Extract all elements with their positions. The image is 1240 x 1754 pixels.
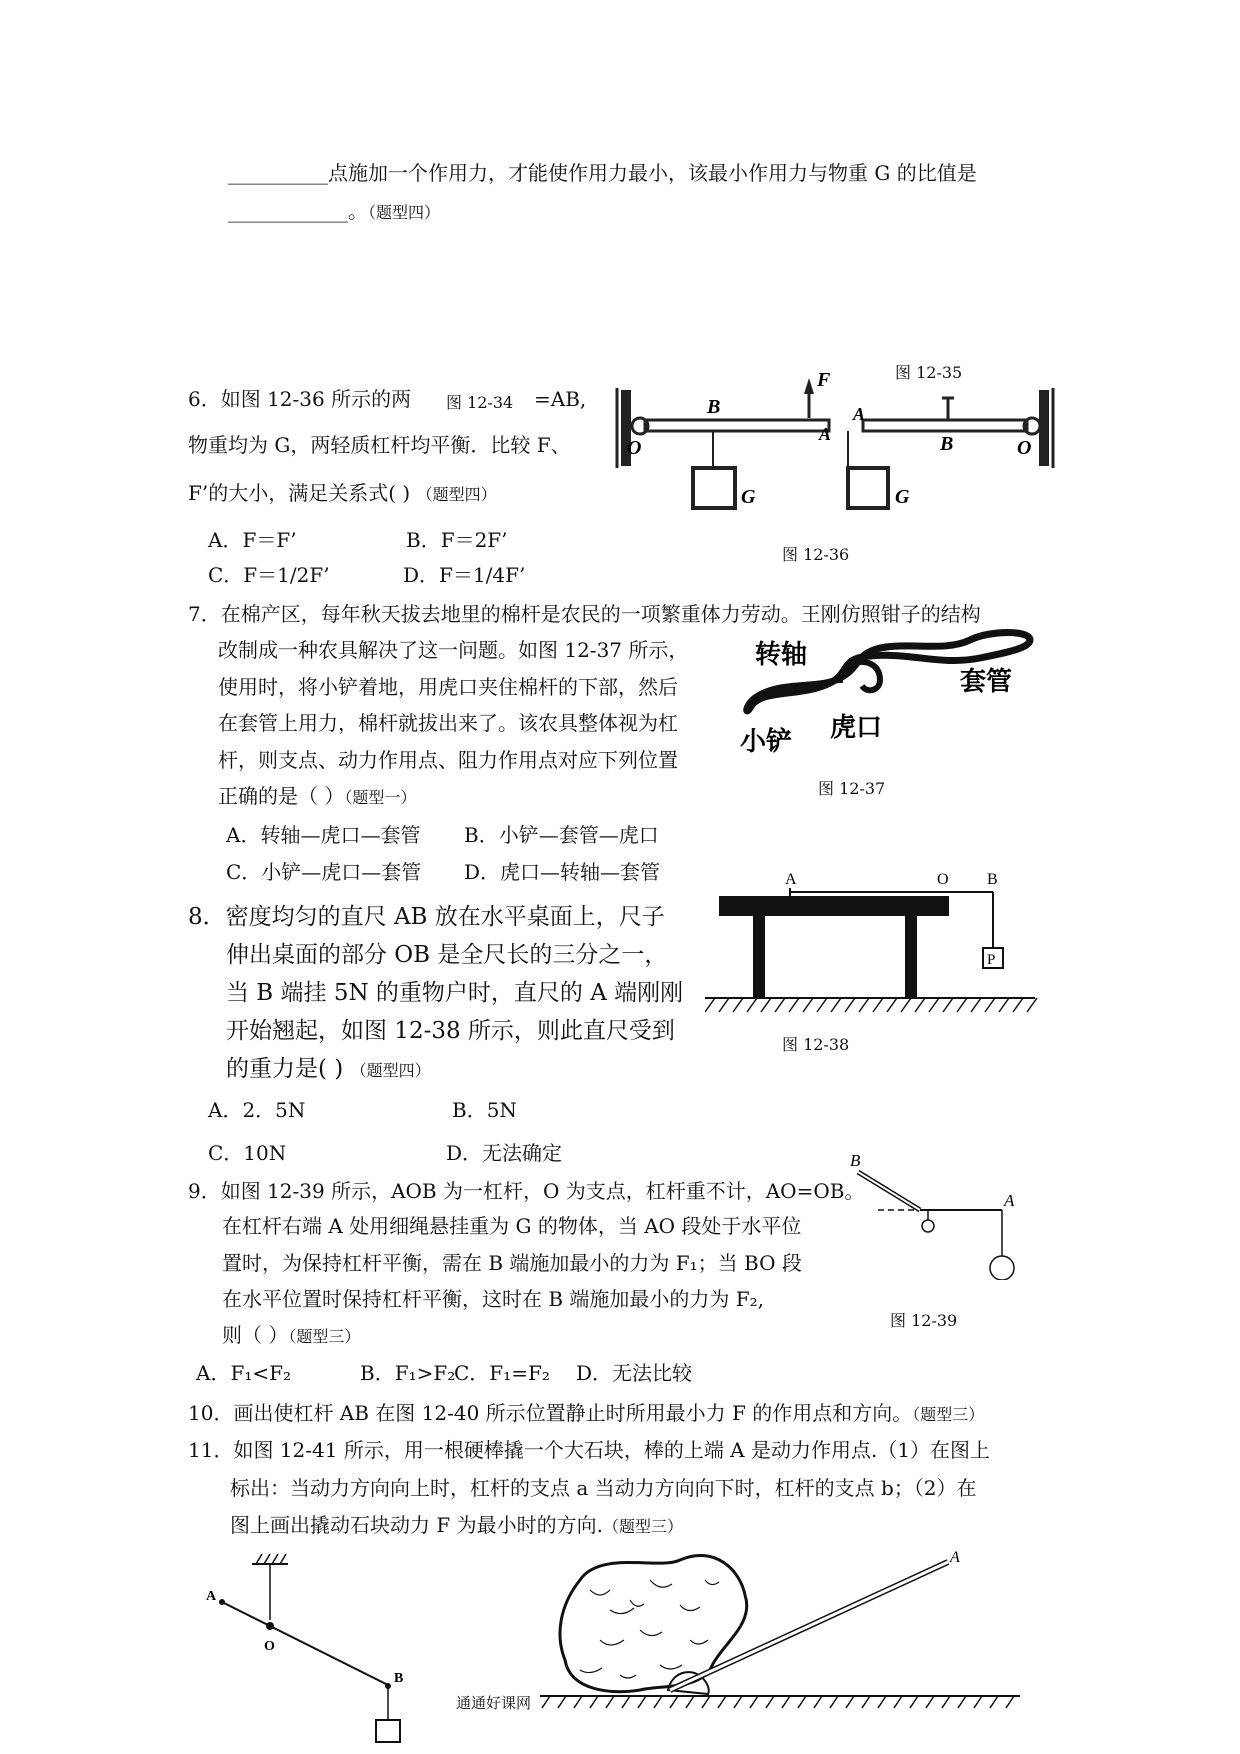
q9-option-c: C．F₁=F₂	[454, 1361, 550, 1385]
q9-option-a: A．F₁<F₂	[196, 1361, 291, 1385]
fig-12-36-label-A-left: A	[819, 424, 832, 444]
q9-line3: 置时，为保持杠杆平衡，需在 B 端施加最小的力为 F₁；当 BO 段	[222, 1251, 802, 1275]
fig-12-41-label-A: A	[950, 1550, 960, 1566]
q5-line1: __________点施加一个作用力，才能使作用力最小，该最小作用力与物重 G 的比值是	[228, 161, 977, 185]
q8-line5: 的重力是( ) （题型四）	[226, 1056, 431, 1082]
q11-line3: 图上画出撬动石块动力 F 为最小时的方向.（题型三）	[230, 1513, 683, 1537]
q7-line6: 正确的是（ ）（题型一）	[218, 784, 417, 808]
q9-line1: 9．如图 12-39 所示，AOB 为一杠杆，O 为支点，杠杆重不计，AO=OB。	[188, 1179, 865, 1203]
q7-option-d: D．虎口—转轴—套管	[464, 860, 661, 884]
fig-12-38-label-A: A	[785, 871, 797, 888]
fig-12-36-diagram	[605, 368, 1065, 518]
fig-12-37-diagram	[740, 628, 1040, 758]
q6-option-a: A．F＝F’	[208, 528, 297, 552]
q6-option-d: D．F＝1/4F’	[403, 563, 526, 587]
fig-12-37-label-shovel: 小铲	[740, 727, 793, 756]
fig-12-36-label-G-right: G	[895, 486, 910, 508]
q6-option-c: C．F＝1/2F’	[208, 563, 330, 587]
q6-line2: 物重均为 G，两轻质杠杆均平衡．比较 F、	[188, 433, 571, 457]
fig-12-38-label-P: P	[987, 952, 996, 968]
fig-12-36-label-B-right: B	[940, 433, 954, 455]
fig-12-38-caption: 图 12-38	[782, 1035, 850, 1054]
q8-option-b: B．5N	[452, 1098, 517, 1122]
q7-option-b: B．小铲—套管—虎口	[464, 823, 659, 847]
fig-12-39-caption: 图 12-39	[890, 1311, 958, 1330]
q11-line1: 11．如图 12-41 所示，用一根硬棒撬一个大石块，棒的上端 A 是动力作用点.（1）在图上	[188, 1438, 991, 1462]
fig-12-40-label-A: A	[206, 1589, 217, 1604]
fig-12-39-diagram	[838, 1150, 1028, 1280]
q8-line1: 8．密度均匀的直尺 AB 放在水平桌面上，尺子	[188, 904, 665, 930]
q7-line1: 7．在棉产区，每年秋天拔去地里的棉杆是农民的一项繁重体力劳动。王刚仿照钳子的结构	[188, 602, 981, 626]
q9-line4: 在水平位置时保持杠杆平衡，这时在 B 端施加最小的力为 F₂,	[222, 1287, 765, 1311]
q9-option-b: B．F₁>F₂	[360, 1361, 456, 1385]
fig-12-34-caption: 图 12-34	[446, 393, 514, 412]
fig-12-36-label-A-right: A	[853, 404, 866, 424]
q8-line2: 伸出桌面的部分 OB 是全尺长的三分之一，	[226, 942, 668, 968]
q6-line1a: 6．如图 12-36 所示的两	[188, 387, 412, 411]
q7-line5: 杆，则支点、动力作用点、阻力作用点对应下列位置	[218, 748, 678, 772]
fig-12-39-label-A: A	[1004, 1191, 1015, 1210]
q7-line2: 改制成一种农具解决了这一问题。如图 12-37 所示，	[218, 638, 689, 662]
q6-line3: F’的大小，满足关系式( ) （题型四）	[188, 481, 497, 505]
fig-12-37-label-shaft: 转轴	[755, 640, 808, 669]
fig-12-37-label-mouth: 虎口	[830, 713, 883, 742]
fig-12-36-label-O-right: O	[1017, 437, 1032, 459]
fig-12-35-caption: 图 12-35	[895, 363, 963, 382]
q8-option-a: A．2．5N	[208, 1098, 306, 1122]
fig-12-39-label-B: B	[850, 1151, 861, 1170]
q7-option-a: A．转轴—虎口—套管	[226, 823, 421, 847]
q8-option-c: C．10N	[208, 1141, 287, 1165]
fig-12-36-label-B-left: B	[707, 396, 721, 418]
q6-line1b: =AB,	[534, 387, 587, 411]
q9-line5: 则（ ）（题型三）	[222, 1323, 361, 1347]
fig-12-36-label-G-left: G	[741, 486, 756, 508]
q8-line3: 当 B 端挂 5N 的重物户时，直尺的 A 端刚刚	[226, 980, 684, 1006]
q10-text: 10．画出使杠杆 AB 在图 12-40 所示位置静止时所用最小力 F 的作用点和方向。（题型三）	[188, 1401, 985, 1425]
watermark: 通通好课网	[456, 1694, 532, 1712]
fig-12-40-label-B: B	[394, 1671, 404, 1686]
q6-option-b: B．F＝2F’	[406, 528, 508, 552]
q7-line3: 使用时，将小铲着地，用虎口夹住棉杆的下部，然后	[218, 675, 678, 699]
q8-option-d: D．无法确定	[446, 1141, 563, 1165]
fig-12-36-caption: 图 12-36	[782, 545, 850, 564]
fig-12-38-diagram	[705, 868, 1045, 1018]
q11-line2: 标出：当动力方向向上时，杠杆的支点 a 当动力方向向下时，杠杆的支点 b；（2）在	[230, 1476, 977, 1500]
fig-12-36-label-O-left: O	[627, 437, 642, 459]
q9-line2: 在杠杆右端 A 处用细绳悬挂重为 G 的物体，当 AO 段处于水平位	[222, 1214, 802, 1238]
fig-12-40-diagram	[200, 1548, 430, 1748]
fig-12-41-diagram	[540, 1550, 1020, 1720]
fig-12-36-label-F: F	[817, 369, 831, 391]
fig-12-40-label-O: O	[264, 1639, 275, 1654]
q7-line4: 在套管上用力，棉杆就拔出来了。该农具整体视为杠	[218, 711, 678, 735]
q5-line2: ____________。（题型四）	[228, 199, 441, 223]
q8-line4: 开始翘起，如图 12-38 所示，则此直尺受到	[226, 1018, 675, 1044]
fig-12-37-label-sleeve: 套管	[960, 667, 1013, 696]
fig-12-38-label-O: O	[937, 871, 949, 888]
q9-option-d: D．无法比较	[576, 1361, 693, 1385]
fig-12-37-caption: 图 12-37	[818, 779, 886, 798]
q7-option-c: C．小铲—虎口—套管	[226, 860, 422, 884]
fig-12-38-label-B: B	[987, 871, 998, 888]
